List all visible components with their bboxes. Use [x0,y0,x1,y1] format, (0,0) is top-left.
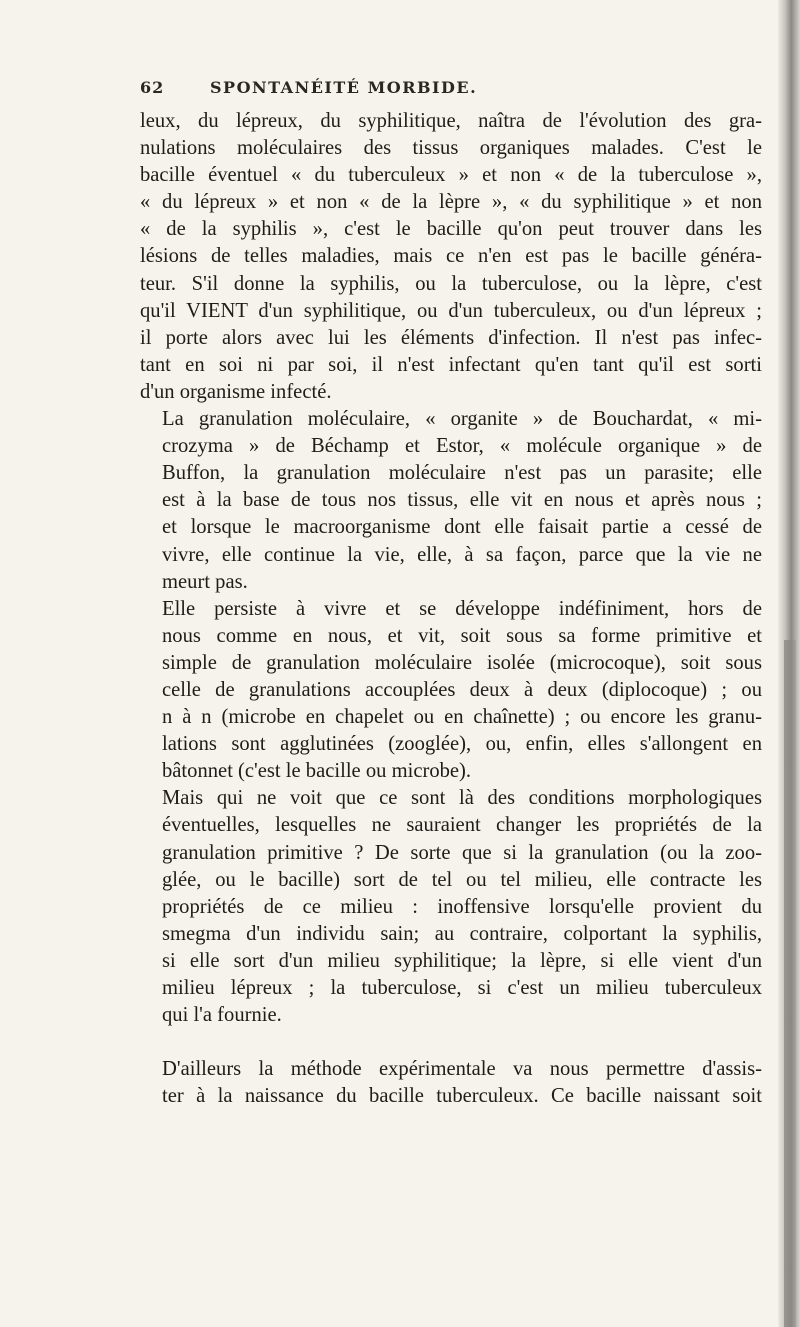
text-line: « du lépreux » et non « de la lèpre », « du syphilitique » et non [140,191,762,214]
text-line: crozyma » de Béchamp et Estor, « molécule organique » de [162,435,762,458]
text-line: Mais qui ne voit que ce sont là des conditions morphologiques [162,787,762,810]
text-line: ter à la naissance du bacille tuberculeux. Ce bacille naissant soit [162,1085,762,1108]
text-line: nous comme en nous, et vit, soit sous sa forme primitive et [162,624,762,647]
text-line: qu'il VIENT d'un syphilitique, ou d'un tuberculeux, ou d'un lépreux ; [140,299,762,322]
text-line: et lorsque le macroorganisme dont elle faisait partie a cessé de [162,516,762,539]
text-line: leux, du lépreux, du syphilitique, naîtra de l'évolution des gra- [140,110,762,132]
paragraph [140,1056,762,1110]
text-line: est à la base de tous nos tissus, elle vit en nous et après nous ; [162,489,762,512]
text-line: simple de granulation moléculaire isolée (microcoque), soit sous [162,651,762,674]
text-line: Elle persiste à vivre et se développe indéfiniment, hors de [162,597,762,620]
page-number: 62 [140,78,165,97]
text-line: « de la syphilis », c'est le bacille qu'on peut trouver dans les [140,218,762,241]
text-line: bâtonnet (c'est le bacille ou microbe). [162,760,472,783]
paragraph [140,108,762,406]
text-line: éventuelles, lesquelles ne sauraient changer les propriétés de la [162,814,762,837]
paragraph [140,406,762,596]
text-line: teur. S'il donne la syphilis, ou la tuberculose, ou la lèpre, c'est [140,272,762,295]
text-line: meurt pas. [162,570,248,593]
text-line: vivre, elle continue la vie, elle, à sa façon, parce que la vie ne [162,543,762,566]
text-line: lations sont agglutinées (zooglée), ou, enfin, elles s'allongent en [162,733,762,756]
running-head: SPONTANÉITÉ MORBIDE. [210,78,478,97]
text-line: milieu lépreux ; la tuberculose, si c'est un milieu tuberculeux [162,977,762,999]
text-line: nulations moléculaires des tissus organiques malades. C'est le [140,137,762,160]
text-line: glée, ou le bacille) sort de tel ou tel milieu, elle contracte les [162,868,762,891]
text-line: si elle sort d'un milieu syphilitique; la lèpre, si elle vient d'un [162,949,762,972]
text-line: lésions de telles maladies, mais ce n'en est pas le bacille généra- [140,245,762,268]
text-line: n à n (microbe en chapelet ou en chaînette) ; ou encore les granu- [162,706,762,729]
text-line: granulation primitive ? De sorte que si la granulation (ou la zoo- [162,841,762,864]
text-line: Buffon, la granulation moléculaire n'est pas un parasite; elle [162,462,762,485]
text-line: tant en soi ni par soi, il n'est infectant qu'en tant qu'il est sorti [140,353,762,376]
text-line: smegma d'un individu sain; au contraire, colportant la syphilis, [162,922,762,945]
text-line: celle de granulations accouplées deux à deux (diplocoque) ; ou [162,678,762,701]
paragraph [140,785,762,1029]
text-line: d'un organisme infecté. [140,380,332,403]
text-line: D'ailleurs la méthode expérimentale va nous permettre d'assis- [162,1058,762,1081]
text-line: il porte alors avec lui les éléments d'infection. Il n'est pas infec- [140,326,762,349]
text-line: La granulation moléculaire, « organite » de Bouchardat, « mi- [162,408,762,431]
paragraph [140,596,762,786]
text-line: bacille éventuel « du tuberculeux » et non « de la tuberculose », [140,164,762,187]
text-line: propriétés de ce milieu : inoffensive lorsqu'elle provient du [162,895,762,918]
book-spine-shadow [784,640,796,1327]
body-text [140,108,762,1110]
text-line: qui l'a fournie. [162,1004,282,1027]
